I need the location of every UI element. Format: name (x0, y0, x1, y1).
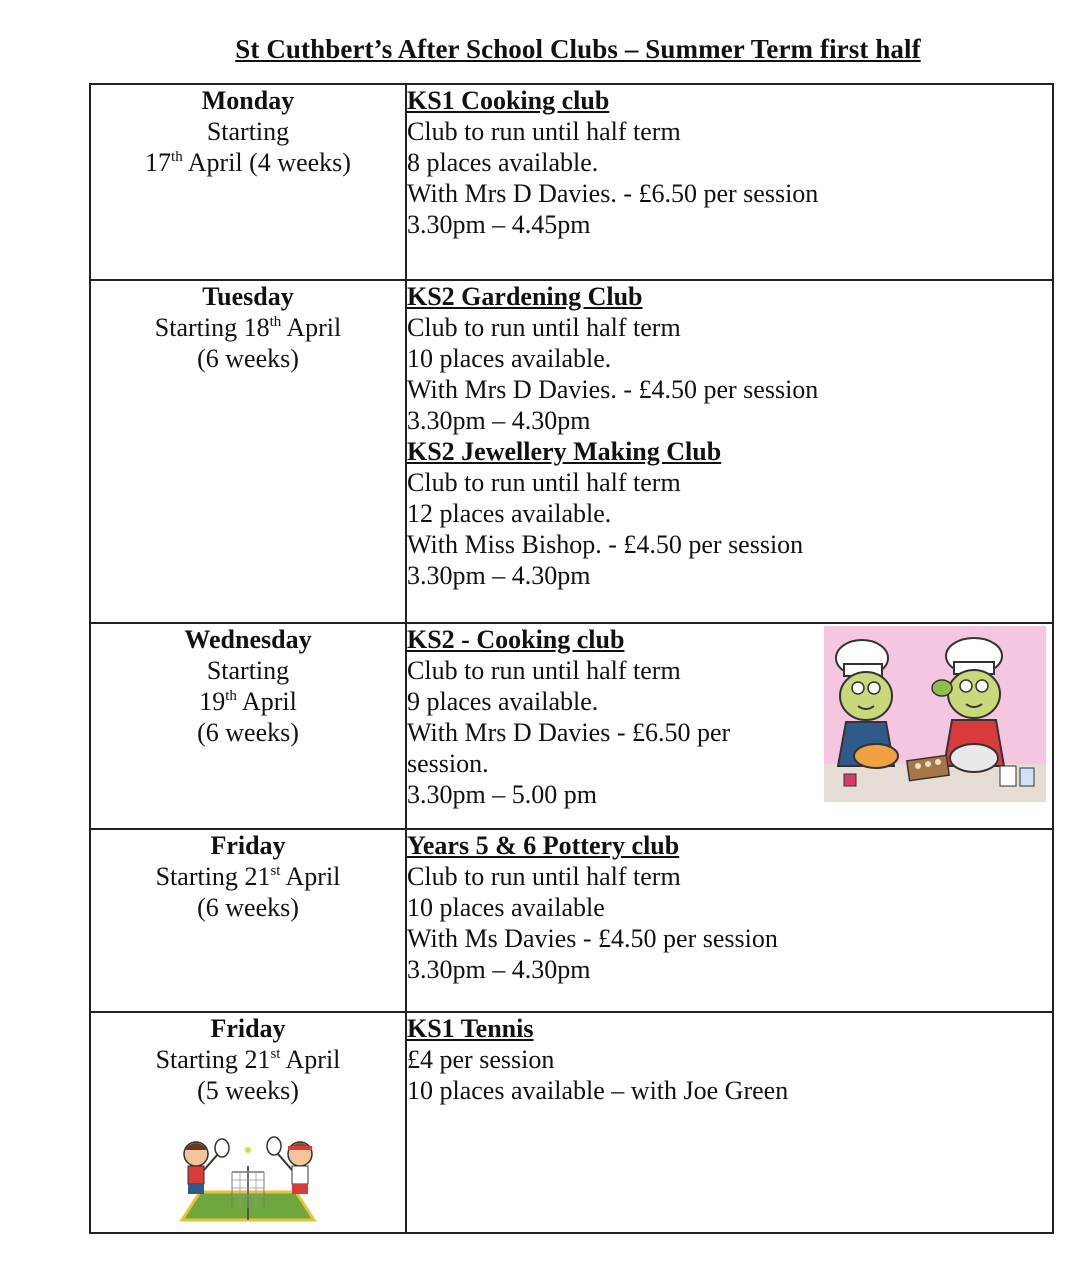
day-name: Tuesday (202, 282, 294, 311)
day-cell (90, 829, 406, 1012)
club-detail: £4 per session (407, 1045, 555, 1074)
club-detail: 8 places available. (407, 148, 599, 177)
club-detail: 3.30pm – 4.30pm (407, 561, 591, 590)
day-cell (90, 623, 406, 829)
club-name: KS2 Jewellery Making Club (407, 437, 722, 466)
club-detail: Club to run until half term (407, 313, 681, 342)
cooking-children-illustration (824, 626, 1046, 802)
club-info-cell (406, 829, 1053, 1012)
day-cell (90, 1012, 406, 1233)
club-detail: 10 places available (407, 893, 605, 922)
club-detail: With Mrs D Davies. - £6.50 per session (407, 179, 819, 208)
table-row (90, 84, 1053, 280)
club-detail: 3.30pm – 5.00 pm (407, 780, 597, 809)
table-row (90, 280, 1053, 623)
day-cell (90, 280, 406, 623)
club-detail: 3.30pm – 4.30pm (407, 955, 591, 984)
day-name: Monday (201, 86, 295, 115)
club-detail: 10 places available. (407, 344, 612, 373)
club-info-cell (406, 623, 1053, 829)
club-name: KS1 Tennis (407, 1014, 534, 1043)
club-info-cell (406, 84, 1053, 280)
tennis-children-illustration (168, 1132, 328, 1232)
club-detail: 10 places available – with Joe Green (407, 1076, 789, 1105)
table-row (90, 1012, 1053, 1233)
start-date: Starting 18th April (154, 313, 342, 342)
start-label: Starting (206, 656, 290, 685)
club-detail: With Mrs D Davies - £6.50 per (407, 718, 731, 747)
start-date: 19th April (199, 687, 297, 716)
duration: (6 weeks) (197, 893, 299, 922)
clubs-table (89, 83, 1054, 1234)
club-detail: With Mrs D Davies. - £4.50 per session (407, 375, 819, 404)
table-row (90, 623, 1053, 829)
page-title: St Cuthbert’s After School Clubs – Summer Term first half (235, 34, 921, 64)
day-name: Wednesday (184, 625, 312, 654)
club-detail: 3.30pm – 4.45pm (407, 210, 591, 239)
start-label: Starting (206, 117, 290, 146)
table-row (90, 829, 1053, 1012)
club-name: KS2 - Cooking club (407, 625, 625, 654)
club-detail: 9 places available. (407, 687, 599, 716)
club-name: Years 5 & 6 Pottery club (407, 831, 680, 860)
club-name: KS1 Cooking club (407, 86, 610, 115)
day-name: Friday (210, 831, 286, 860)
club-detail: Club to run until half term (407, 862, 681, 891)
club-detail: With Ms Davies - £4.50 per session (407, 924, 778, 953)
start-date: Starting 21st April (155, 1045, 341, 1074)
club-detail: 3.30pm – 4.30pm (407, 406, 591, 435)
club-detail: Club to run until half term (407, 117, 681, 146)
day-name: Friday (210, 1014, 286, 1043)
day-cell (90, 84, 406, 280)
club-detail: session. (407, 749, 489, 778)
club-info-cell (406, 280, 1053, 623)
duration: (5 weeks) (197, 1076, 299, 1105)
start-date: 17th April (4 weeks) (145, 148, 351, 177)
club-detail: With Miss Bishop. - £4.50 per session (407, 530, 804, 559)
club-detail: Club to run until half term (407, 468, 681, 497)
club-detail: Club to run until half term (407, 656, 681, 685)
duration: (6 weeks) (197, 718, 299, 747)
duration: (6 weeks) (197, 344, 299, 373)
club-name: KS2 Gardening Club (407, 282, 643, 311)
start-date: Starting 21st April (155, 862, 341, 891)
club-detail: 12 places available. (407, 499, 612, 528)
club-info-cell (406, 1012, 1053, 1233)
